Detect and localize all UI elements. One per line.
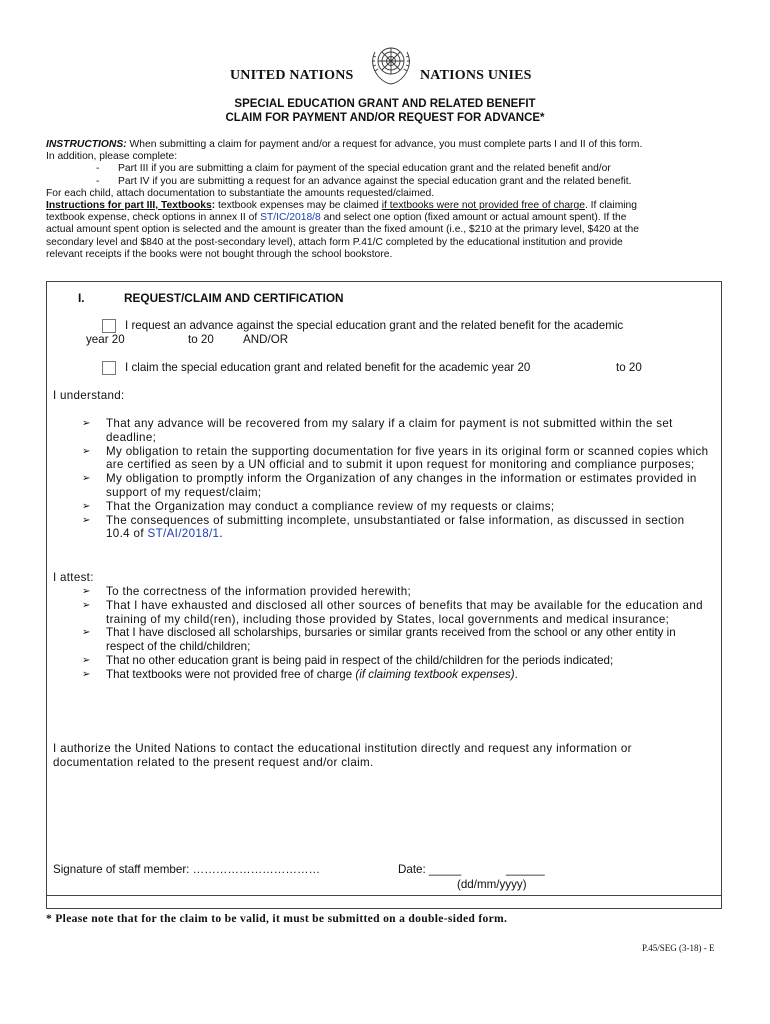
claim-option-text: I claim the special education grant and related benefit for the academic year 20 [125,361,531,374]
signature-field[interactable]: Signature of staff member: …………………………… [53,863,321,876]
textbook-colon: : [211,200,216,212]
date-field-blank[interactable]: ______ [506,863,545,876]
attest-list [82,585,710,682]
claim-checkbox[interactable] [102,361,116,375]
advance-year-from: year 20 [86,333,125,346]
dash: - [96,163,100,175]
list-item-text: . [514,667,518,681]
understand-label: I understand: [53,389,125,402]
arrow-bullet-icon: ➢ [82,445,91,457]
textbook-label: Instructions for part III, Textbooks [46,200,212,212]
textbook-text: . If claiming [584,200,638,212]
instructions-line3: For each child, attach documentation to substantiate the amounts requested/claimed. [46,187,435,199]
claim-year-to: to 20 [616,361,642,374]
list-item-text: My obligation to retain the supporting documentation for five years in its original form or scanned copies which are certified as seen by a UN official and to submit it upon request for monitoring and compliance purposes; [106,444,709,472]
instructions-block [46,139,736,261]
advance-year-to: to 20 [188,333,214,346]
list-item [82,500,710,514]
list-item-text: That the Organization may conduct a compliance review of my requests or claims; [106,499,555,513]
list-item-text: . [219,527,223,541]
textbook-text: actual amount spent option is selected and the amount is greater than the fixed amount (i.e., $210 at the primary level, $420 at the [46,224,640,236]
dash: - [96,175,100,187]
attest-label: I attest: [53,571,94,584]
list-item-text: That I have disclosed all scholarships, bursaries or similar grants received from the school or any other entity in respect of the child/children; [106,626,676,654]
list-item [82,472,710,500]
textbook-text: and select one option (fixed amount or actual amount spent). If the [320,212,627,224]
list-item-italic: (if claiming textbook expenses) [355,667,515,681]
footnote: * Please note that for the claim to be valid, it must be submitted on a double-sided form. [46,912,508,925]
list-item-text: To the correctness of the information provided herewith; [106,585,412,598]
arrow-bullet-icon: ➢ [82,599,91,611]
list-item [82,654,710,668]
arrow-bullet-icon: ➢ [82,668,91,680]
list-item [82,668,710,682]
arrow-bullet-icon: ➢ [82,500,91,512]
date-format-hint: (dd/mm/yyyy) [457,878,527,891]
header-right: NATIONS UNIES [420,68,532,83]
un-emblem-icon [366,42,416,88]
instructions-item1: Part III if you are submitting a claim for payment of the special education grant and the related benefit and/or [118,163,611,175]
and-or-label: AND/OR [243,333,289,346]
instructions-intro: When submitting a claim for payment and/or a request for advance, you must complete parts I and II of this form. [126,139,643,150]
arrow-bullet-icon: ➢ [82,586,91,597]
list-item-text: My obligation to promptly inform the Organization of any changes in the information or estimates provided in support of my request/claim; [106,472,697,499]
arrow-bullet-icon: ➢ [82,627,91,639]
list-item-text: That textbooks were not provided free of charge [106,667,356,681]
textbook-text: relevant receipts if the books were not bought through the school bookstore. [46,248,393,260]
form-title-line2: CLAIM FOR PAYMENT AND/OR REQUEST FOR ADVANCE* [225,112,545,124]
list-item [82,626,710,654]
section-number: I. [78,291,85,305]
advance-checkbox[interactable] [102,319,116,333]
date-field[interactable]: Date: _____ [398,863,462,876]
list-item-text: That any advance will be recovered from my salary if a claim for payment is not submitted within the set deadline; [106,417,673,444]
section-heading: REQUEST/CLAIM AND CERTIFICATION [124,291,344,305]
instructions-line2: In addition, please complete: [46,151,178,163]
list-item [82,585,710,599]
arrow-bullet-icon: ➢ [82,514,91,526]
textbook-text: textbook expense, check options in annex II of [46,212,261,224]
advance-option-text: I request an advance against the special education grant and the related benefit for the academic [125,319,624,332]
list-item-text: The consequences of submitting incomplete, unsubstantiated or false information, as discussed in section 10.4 of [106,513,685,541]
textbook-underline: if textbooks were not provided free of charge [381,200,585,212]
list-item-text: That no other education grant is being paid in respect of the child/children for the periods indicated; [106,653,614,667]
arrow-bullet-icon: ➢ [82,654,91,666]
arrow-bullet-icon: ➢ [82,473,91,485]
list-item-text: That I have exhausted and disclosed all other sources of benefits that may be available for the education and training of my child(ren), including those provided by States, local governments and medical insurance; [106,598,703,626]
list-item [82,514,710,542]
instructions-label: INSTRUCTIONS: [46,139,127,150]
form-title-line1: SPECIAL EDUCATION GRANT AND RELATED BENEFIT [234,98,536,110]
understand-list [82,417,710,541]
arrow-bullet-icon: ➢ [82,418,91,429]
list-item [82,445,710,473]
form-code: P.45/SEG (3-18) - E [642,943,715,953]
textbook-text: textbook expenses may be claimed [215,200,382,212]
list-item [82,599,710,627]
list-item [82,417,710,445]
section-bottom-strip [46,894,722,909]
st-ic-link[interactable]: ST/IC/2018/8 [260,212,321,224]
authorize-text: I authorize the United Nations to contact the educational institution directly and request any information or documentation related to the present request and/or claim. [53,742,632,769]
header-left: UNITED NATIONS [230,68,354,83]
textbook-text: secondary level and $840 at the post-secondary level), attach form P.41/C completed by the educational institution and provide [46,236,623,248]
instructions-item2: Part IV if you are submitting a request for an advance against the special education grant and the related benefit. [118,175,632,187]
st-ai-link[interactable]: ST/AI/2018/1 [147,527,220,541]
